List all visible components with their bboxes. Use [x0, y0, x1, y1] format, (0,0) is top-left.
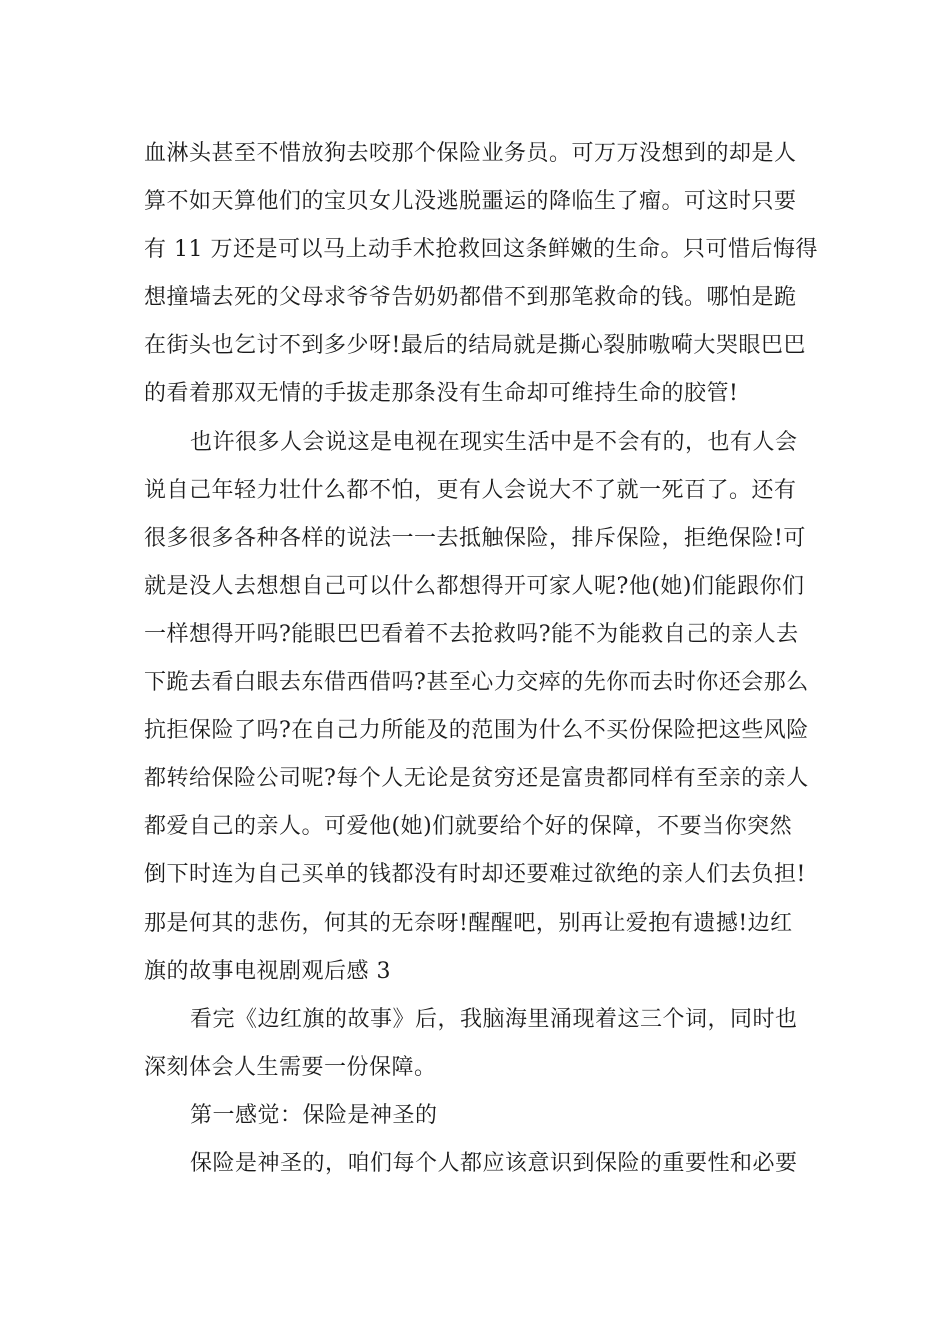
paragraph-start-line: 也许很多人会说这是电视在现实生活中是不会有的，也有人会: [190, 429, 798, 455]
text-line: 倒下时连为自己买单的钱都没有时却还要难过欲绝的亲人们去负担!: [144, 862, 806, 888]
text-line: 算不如天算他们的宝贝女儿没逃脱噩运的降临生了瘤。可这时只要: [144, 189, 797, 215]
text-line: 说自己年轻力壮什么都不怕，更有人会说大不了就一死百了。还有: [144, 477, 797, 503]
paragraph-start-line: 看完《边红旗的故事》后，我脑海里涌现着这三个词，同时也: [190, 1006, 798, 1032]
text-line: 那是何其的悲伤，何其的无奈呀!醒醒吧，别再让爱抱有遗撼!边红: [144, 910, 793, 936]
text-line: 都爱自己的亲人。可爱他(她)们就要给个好的保障，不要当你突然: [144, 814, 793, 840]
text-line: 在街头也乞讨不到多少呀!最后的结局就是撕心裂肺嗷嗬大哭眼巴巴: [144, 333, 806, 359]
text-line: 有 11 万还是可以马上动手术抢救回这条鲜嫩的生命。只可惜后悔得: [144, 237, 818, 263]
text-line: 就是没人去想想自己可以什么都想得开可家人呢?他(她)们能跟你们: [144, 573, 805, 599]
section-heading: 第一感觉：保险是神圣的: [190, 1102, 438, 1128]
text-line: 的看着那双无情的手拔走那条没有生命却可维持生命的胶管!: [144, 381, 739, 407]
text-line: 下跪去看白眼去东借西借吗?甚至心力交瘁的先你而去时你还会那么: [144, 670, 809, 696]
text-line: 抗拒保险了吗?在自己力所能及的范围为什么不买份保险把这些风险: [144, 718, 809, 744]
text-line: 想撞墙去死的父母求爷爷告奶奶都借不到那笔救命的钱。哪怕是跪: [144, 285, 797, 311]
text-line: 血淋头甚至不惜放狗去咬那个保险业务员。可万万没想到的却是人: [144, 141, 797, 166]
text-line: 都转给保险公司呢?每个人无论是贫穷还是富贵都同样有至亲的亲人: [144, 766, 809, 792]
text-line: 很多很多各种各样的说法一一去抵触保险，排斥保险，拒绝保险!可: [144, 525, 806, 551]
paragraph-start-line: 保险是神圣的，咱们每个人都应该意识到保险的重要性和必要: [190, 1150, 798, 1176]
text-line: 深刻体会人生需要一份保障。: [144, 1054, 437, 1080]
document-body: [144, 130, 824, 1188]
text-line: 旗的故事电视剧观后感 3: [144, 958, 391, 984]
text-line: 一样想得开吗?能眼巴巴看着不去抢救吗?能不为能救自己的亲人去: [144, 621, 799, 647]
